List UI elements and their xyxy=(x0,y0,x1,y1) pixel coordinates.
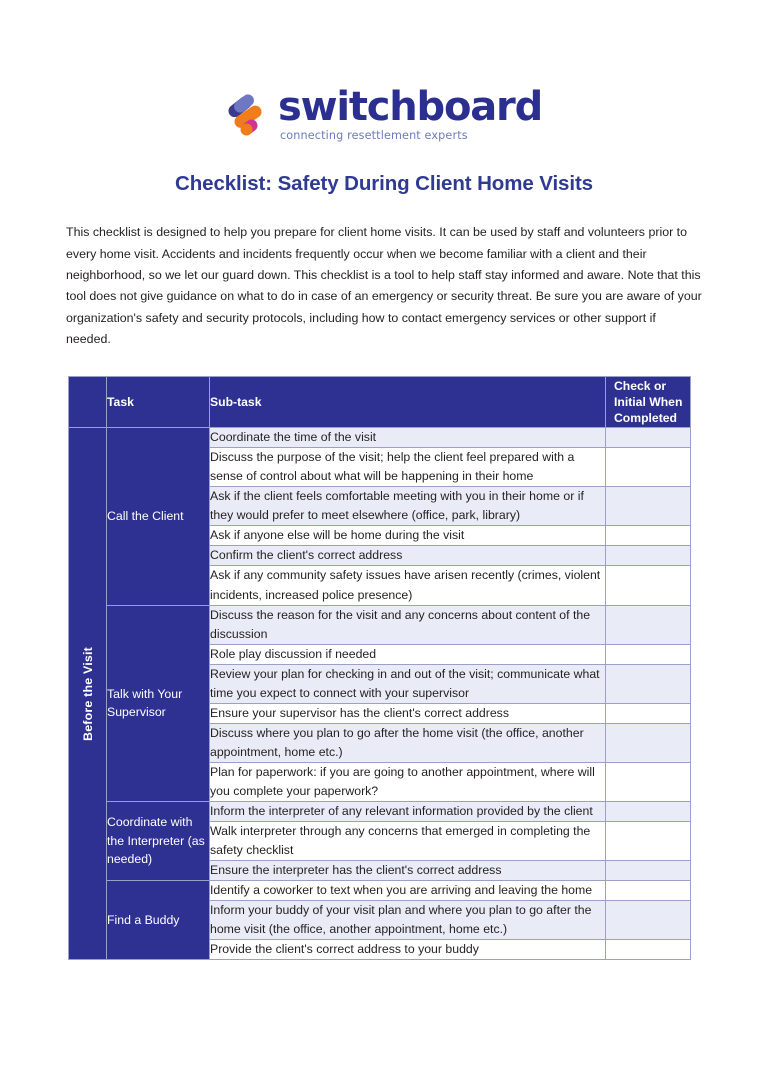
subtask-cell: Review your plan for checking in and out of the visit; communicate what time you expect to connect with your supervisor xyxy=(210,664,606,703)
subtask-cell: Identify a coworker to text when you are arriving and leaving the home xyxy=(210,881,606,901)
check-input-cell[interactable] xyxy=(606,605,691,644)
wordmark: switchboard xyxy=(277,84,543,130)
subtask-cell: Walk interpreter through any concerns that emerged in completing the safety checklist xyxy=(210,822,606,861)
table-row xyxy=(69,605,691,644)
check-input-cell[interactable] xyxy=(606,526,691,546)
section-label-cell xyxy=(69,428,107,960)
table-row xyxy=(69,428,691,448)
table-head xyxy=(69,377,691,428)
check-input-cell[interactable] xyxy=(606,448,691,487)
subtask-cell: Role play discussion if needed xyxy=(210,644,606,664)
page-title: Checklist: Safety During Client Home Visits xyxy=(175,172,593,196)
task-group-cell: Find a Buddy xyxy=(107,881,210,960)
check-input-cell[interactable] xyxy=(606,703,691,723)
checklist-table-wrapper xyxy=(68,376,690,960)
subtask-cell: Ask if the client feels comfortable meeting with you in their home or if they would prefer to meet elsewhere (office, park, library) xyxy=(210,487,606,526)
check-input-cell[interactable] xyxy=(606,487,691,526)
table-body xyxy=(69,428,691,960)
check-input-cell[interactable] xyxy=(606,546,691,566)
subtask-cell: Plan for paperwork: if you are going to another appointment, where will you complete your paperwork? xyxy=(210,762,606,801)
subtask-cell: Discuss where you plan to go after the home visit (the office, another appointment, home etc.) xyxy=(210,723,606,762)
check-input-cell[interactable] xyxy=(606,723,691,762)
column-header-task: Task xyxy=(107,377,210,428)
check-input-cell[interactable] xyxy=(606,861,691,881)
column-header-check: Check or Initial When Completed xyxy=(606,377,691,428)
subtask-cell: Ask if any community safety issues have arisen recently (crimes, violent incidents, increased police presence) xyxy=(210,566,606,605)
subtask-cell: Inform your buddy of your visit plan and where you plan to go after the home visit (the office, another appointment, home etc.) xyxy=(210,901,606,940)
task-group-cell: Call the Client xyxy=(107,428,210,605)
check-input-cell[interactable] xyxy=(606,644,691,664)
subtask-cell: Ensure your supervisor has the client's correct address xyxy=(210,703,606,723)
task-group-cell: Coordinate with the Interpreter (as needed) xyxy=(107,802,210,881)
subtask-cell: Inform the interpreter of any relevant information provided by the client xyxy=(210,802,606,822)
subtask-cell: Confirm the client's correct address xyxy=(210,546,606,566)
check-input-cell[interactable] xyxy=(606,428,691,448)
check-input-cell[interactable] xyxy=(606,664,691,703)
table-row xyxy=(69,881,691,901)
subtask-cell: Coordinate the time of the visit xyxy=(210,428,606,448)
subtask-cell: Ask if anyone else will be home during the visit xyxy=(210,526,606,546)
subtask-cell: Provide the client's correct address to your buddy xyxy=(210,940,606,960)
checklist-table xyxy=(68,376,691,960)
column-header-section xyxy=(69,377,107,428)
document-page xyxy=(0,84,768,1082)
check-input-cell[interactable] xyxy=(606,940,691,960)
table-row xyxy=(69,802,691,822)
table-header-row xyxy=(69,377,691,428)
check-input-cell[interactable] xyxy=(606,566,691,605)
check-input-cell[interactable] xyxy=(606,802,691,822)
subtask-cell: Discuss the reason for the visit and any concerns about content of the discussion xyxy=(210,605,606,644)
check-input-cell[interactable] xyxy=(606,822,691,861)
subtask-cell: Discuss the purpose of the visit; help the client feel prepared with a sense of control about what will be happening in their home xyxy=(210,448,606,487)
check-input-cell[interactable] xyxy=(606,762,691,801)
intro-paragraph: This checklist is designed to help you prepare for client home visits. It can be used by staff and volunteers prior to every home visit. Accidents and incidents frequently occur when we become familiar with a client and their neighborhood, so we let our guard down. This checklist is a tool to help staff stay informed and aware. Note that this tool does not give guidance on what to do in case of an emergency or security threat. Be sure you are aware of your organization's safety and security protocols, including how to contact emergency services or other support if needed. xyxy=(66,225,702,346)
task-group-cell: Talk with Your Supervisor xyxy=(107,605,210,801)
check-input-cell[interactable] xyxy=(606,901,691,940)
switchboard-logo-icon xyxy=(226,93,268,137)
check-input-cell[interactable] xyxy=(606,881,691,901)
brand-header xyxy=(0,84,768,143)
column-header-subtask: Sub-task xyxy=(210,377,606,428)
section-label: Before the Visit xyxy=(80,646,95,741)
subtask-cell: Ensure the interpreter has the client's correct address xyxy=(210,861,606,881)
brand-tagline: connecting resettlement experts xyxy=(279,129,468,143)
